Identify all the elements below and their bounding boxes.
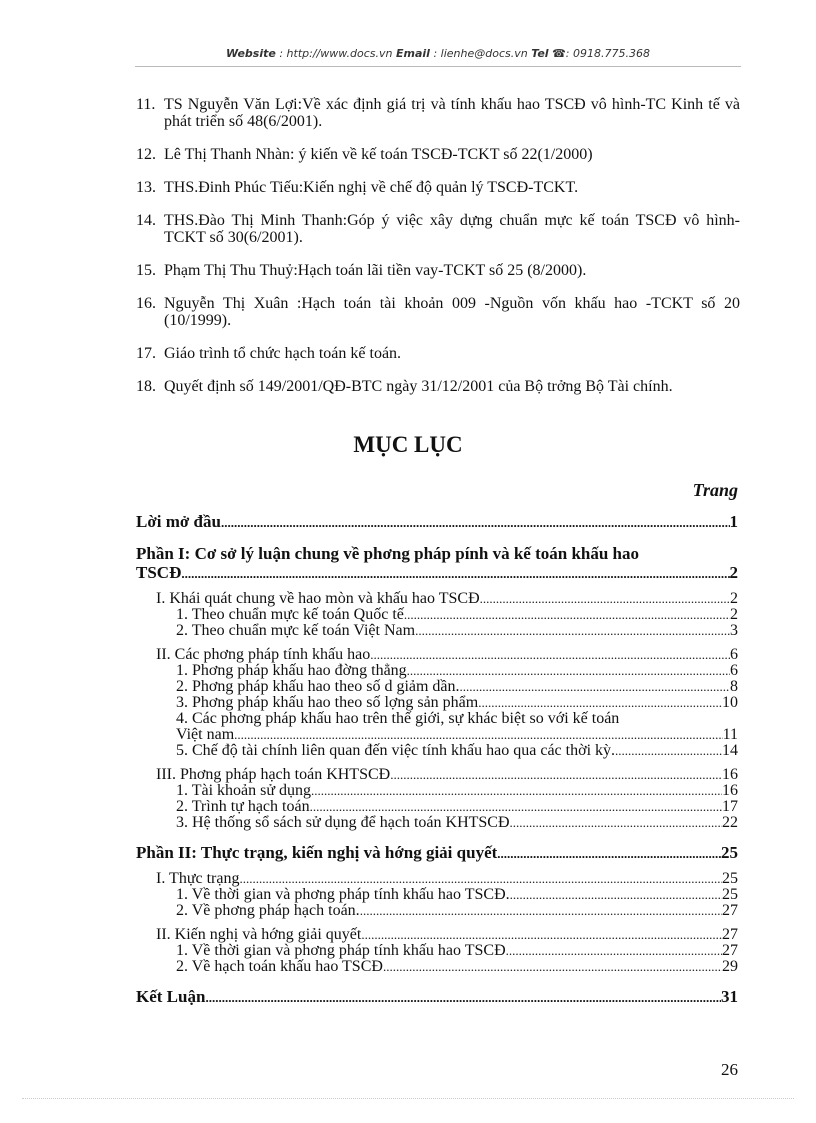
tel-value: : 0918.775.368 — [565, 47, 650, 60]
footer-divider — [22, 1098, 794, 1099]
toc-entry: Phần II: Thực trạng, kiến nghị và hớng giải quyết ..... 25 — [136, 843, 738, 863]
toc-entry: 2. Trình tự hạch toán ..... 17 — [136, 799, 738, 815]
toc-page-column-label: Trang — [692, 480, 738, 500]
toc-entry: 2. Về hạch toán khấu hao TSCĐ ..... 29 — [136, 959, 738, 975]
list-item: 11. TS Nguyễn Văn Lợi:Về xác định giá trị và tính khấu hao TSCĐ vô hình-TC Kinh tế và phát triển số 48(6/2001). — [136, 96, 740, 130]
toc-entry: TSCĐ ..... 2 — [136, 563, 738, 583]
phone-icon: ☎ — [552, 47, 566, 60]
toc-entry: 5. Chế độ tài chính liên quan đến việc tính khấu hao qua các thời kỳ. ..... 14 — [136, 743, 738, 759]
toc-entry: Việt nam ..... 11 — [136, 727, 738, 743]
toc-entry: 2. Phơng pháp khấu hao theo số d giảm dần. ..... 8 — [136, 679, 738, 695]
list-item: 17. Giáo trình tổ chức hạch toán kế toán. — [136, 345, 402, 362]
toc-entry: 1. Về thời gian và phơng pháp tính khấu hao TSCĐ ..... 27 — [136, 943, 738, 959]
toc-title: MỤC LỤC — [353, 432, 463, 457]
toc-entry: I. Khái quát chung về hao mòn và khấu hao TSCĐ ..... 2 — [136, 591, 738, 607]
reference-list — [136, 96, 740, 411]
header-divider — [135, 66, 741, 67]
page-number: 26 — [721, 1060, 738, 1079]
toc-entry: 1. Phơng pháp khấu hao đờng thẳng ..... 6 — [136, 663, 738, 679]
list-item: 13. THS.Đinh Phúc Tiếu:Kiến nghị về chế độ quản lý TSCĐ-TCKT. — [136, 179, 579, 196]
tel-label: Tel — [531, 47, 549, 60]
toc-entry: I. Thực trạng ..... 25 — [136, 871, 738, 887]
toc-entry: Lời mở đầu ..... 1 — [136, 512, 738, 532]
toc-entry-line: Phần I: Cơ sở lý luận chung về phơng pháp pính và kế toán khấu hao — [136, 544, 640, 563]
toc-entry: II. Các phơng pháp tính khấu hao ..... 6 — [136, 647, 738, 663]
email-value: : lienhe@docs.vn — [433, 47, 528, 60]
list-item: 12. Lê Thị Thanh Nhàn: ý kiến về kế toán TSCĐ-TCKT số 22(1/2000) — [136, 146, 593, 163]
toc-entry: 3. Phơng pháp khấu hao theo số lợng sản phẩm ..... 10 — [136, 695, 738, 711]
toc-entry: 3. Hệ thống sổ sách sử dụng để hạch toán KHTSCĐ ..... 22 — [136, 815, 738, 831]
toc-entry: Kết Luận ..... 31 — [136, 987, 738, 1007]
toc-entry: 2. Theo chuẩn mực kế toán Việt Nam ..... 3 — [136, 623, 738, 639]
list-item: 16. Nguyễn Thị Xuân :Hạch toán tài khoản 009 -Nguồn vốn khấu hao -TCKT số 20 (10/1999). — [136, 295, 740, 329]
toc-entry: 1. Về thời gian và phơng pháp tính khấu hao TSCĐ. ..... 25 — [136, 887, 738, 903]
email-label: Email — [396, 47, 430, 60]
website-value: : http://www.docs.vn — [279, 47, 393, 60]
page-header — [135, 47, 741, 60]
list-item: 15. Phạm Thị Thu Thuỷ:Hạch toán lãi tiền vay-TCKT số 25 (8/2000). — [136, 262, 587, 279]
list-item: 18. Quyết định số 149/2001/QĐ-BTC ngày 31/12/2001 của Bộ trởng Bộ Tài chính. — [136, 378, 673, 395]
toc-entry: 1. Tài khoản sử dụng ..... 16 — [136, 783, 738, 799]
toc-entry: 1. Theo chuẩn mực kế toán Quốc tế ..... 2 — [136, 607, 738, 623]
table-of-contents — [136, 512, 738, 1007]
toc-entry: III. Phơng pháp hạch toán KHTSCĐ ..... 16 — [136, 767, 738, 783]
website-label: Website — [226, 47, 276, 60]
toc-entry: II. Kiến nghị và hớng giải quyết ..... 27 — [136, 927, 738, 943]
toc-entry: 2. Về phơng pháp hạch toán. ..... 27 — [136, 903, 738, 919]
toc-entry-line: 4. Các phơng pháp khấu hao trên thế giới, sự khác biệt so với kế toán — [176, 710, 620, 727]
list-item: 14. THS.Đào Thị Minh Thanh:Góp ý việc xây dựng chuẩn mực kế toán TSCĐ vô hình-TCKT số 30(6/2001). — [136, 212, 740, 246]
